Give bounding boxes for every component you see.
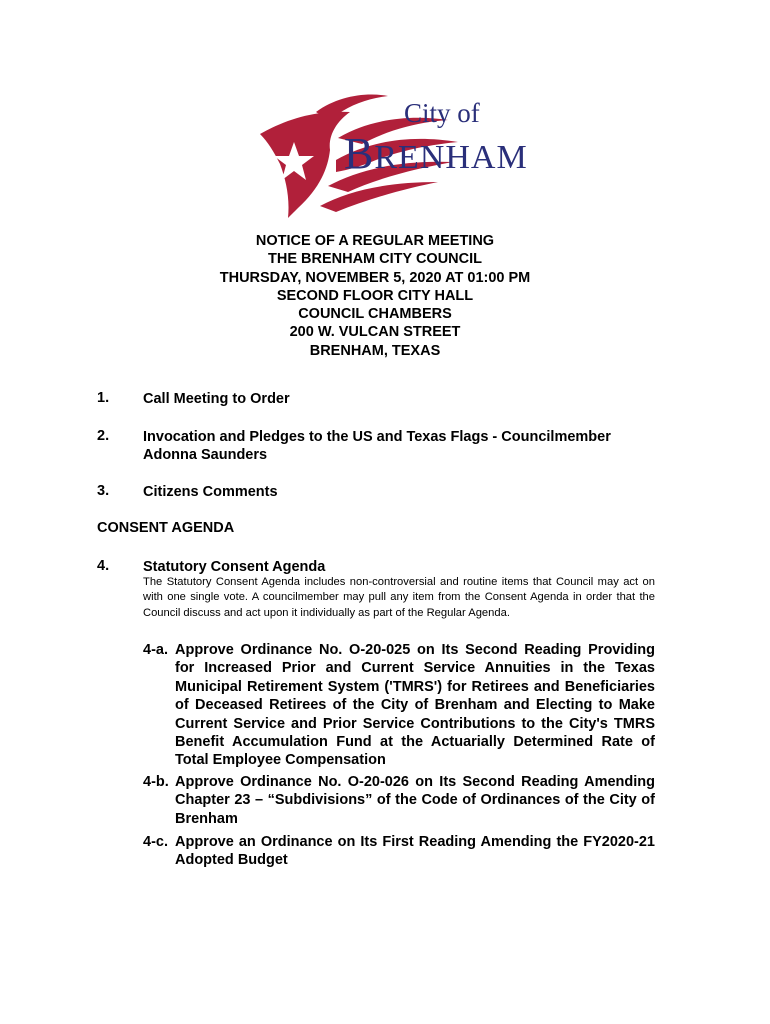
agenda-item-title: Citizens Comments bbox=[143, 484, 278, 500]
header-line: COUNCIL CHAMBERS bbox=[298, 306, 452, 323]
subitem-label: 4-a. bbox=[143, 642, 168, 658]
agenda-item-number: 4. bbox=[97, 558, 110, 574]
subitem-text: Approve an Ordinance on Its First Reading Amending the FY2020-21 Adopted Budget bbox=[175, 834, 655, 869]
agenda-item-title: Invocation and Pledges to the US and Texas Flags - Councilmember Adonna Saunders bbox=[143, 429, 611, 463]
agenda-item-number: 1. bbox=[97, 390, 110, 406]
consent-agenda-description: The Statutory Consent Agenda includes non-controversial and routine items that Council may act on with one single vote. A councilmember may pull any item from the Consent Agenda in order that the Council discuss and act upon it individually as part of the Regular Agenda. bbox=[143, 576, 655, 619]
header-line: SECOND FLOOR CITY HALL bbox=[276, 287, 474, 304]
agenda-item-title: Statutory Consent Agenda bbox=[143, 559, 326, 575]
consent-agenda-heading: CONSENT AGENDA bbox=[97, 520, 235, 536]
flag-wave-top bbox=[316, 95, 388, 116]
subitem-text: Approve Ordinance No. O-20-025 on Its Second Reading Providing for Increased Prior and Current Service Annuities in the Texas Municipal Retirement System ('TMRS') for Retirees and Beneficiaries of Deceased Retirees of the City of Brenham and Electing to Make Current Service and Prior Service Contributions to the City's TMRS Benefit Accumulation Fund at the Actuarially Determined Rate of Total Employee Compensation bbox=[175, 642, 655, 769]
consent-subitem bbox=[143, 773, 655, 828]
header-line: THE BRENHAM CITY COUNCIL bbox=[267, 251, 482, 268]
logo-brenham-initial: B bbox=[344, 129, 375, 178]
agenda-item-number: 3. bbox=[97, 483, 110, 499]
agenda-item-title: Call Meeting to Order bbox=[143, 391, 290, 407]
consent-subitem bbox=[143, 833, 655, 870]
agenda-item-number: 2. bbox=[97, 428, 110, 444]
logo-city-of: City of bbox=[404, 98, 480, 128]
logo-brenham-rest: RENHAM bbox=[374, 139, 528, 176]
header-line: THURSDAY, NOVEMBER 5, 2020 AT 01:00 PM bbox=[219, 269, 531, 286]
subitem-text: Approve Ordinance No. O-20-026 on Its Second Reading Amending Chapter 23 – “Subdivisions” of the Code of Ordinances of the City of Brenham bbox=[175, 774, 655, 827]
header-line: BRENHAM, TEXAS bbox=[309, 342, 441, 359]
meeting-notice-header bbox=[0, 232, 750, 360]
header-line: 200 W. VULCAN STREET bbox=[289, 324, 461, 341]
subitem-label: 4-c. bbox=[143, 834, 168, 850]
logo-brenham bbox=[344, 128, 528, 179]
header-line: NOTICE OF A REGULAR MEETING bbox=[255, 233, 495, 249]
subitem-label: 4-b. bbox=[143, 774, 169, 790]
consent-subitem bbox=[143, 641, 655, 770]
